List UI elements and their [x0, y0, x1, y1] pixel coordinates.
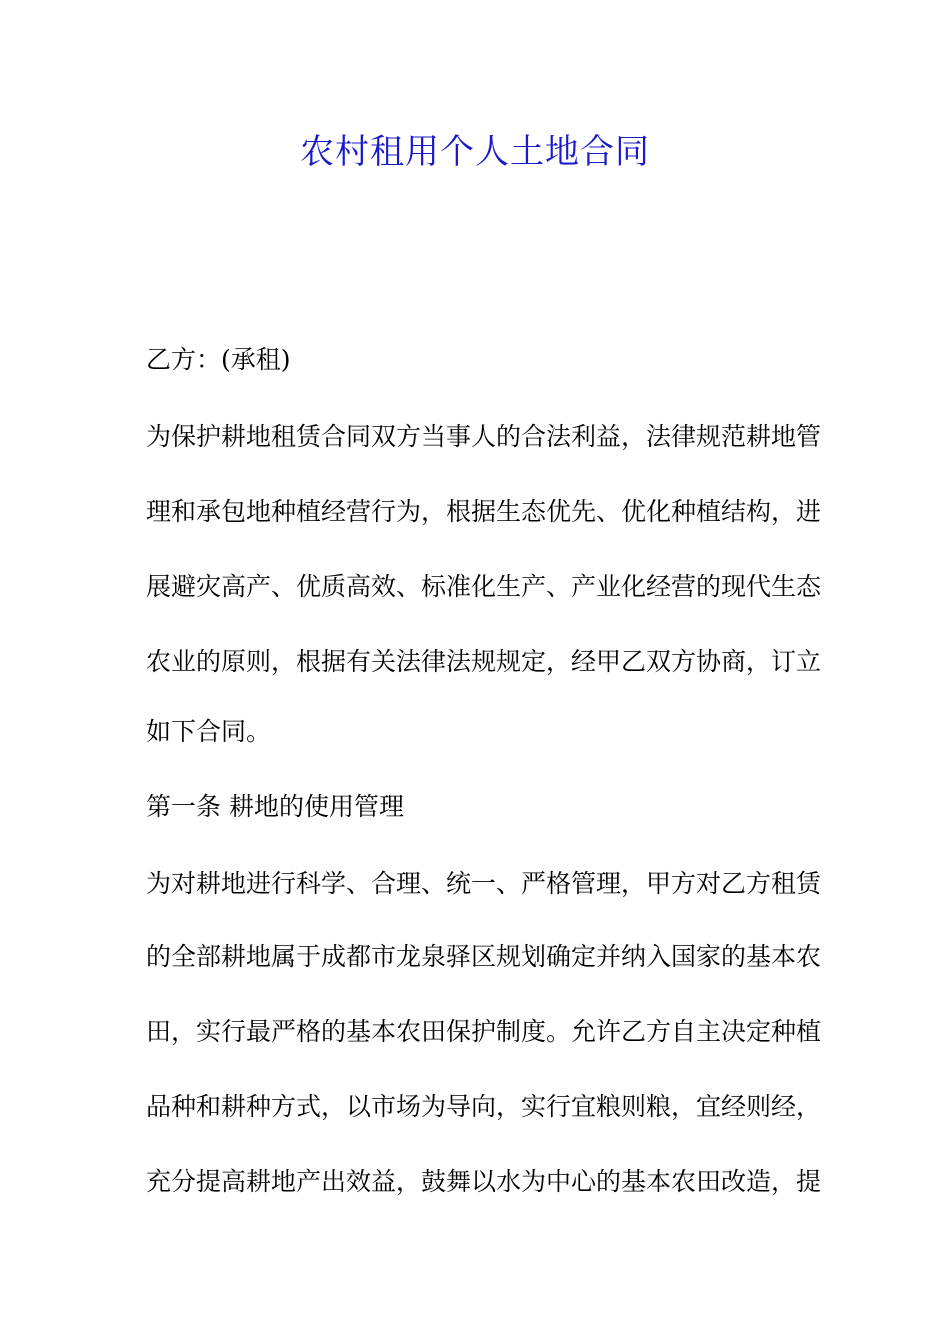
preamble-line: 理和承包地种植经营行为，根据生态优先、优化种植结构，进 [146, 497, 822, 526]
preamble-line: 为保护耕地租赁合同双方当事人的合法利益，法律规范耕地管 [146, 422, 822, 451]
preamble-line: 农业的原则，根据有关法律法规规定，经甲乙双方协商，订立 [146, 647, 822, 676]
article-1-line: 为对耕地进行科学、合理、统一、严格管理，甲方对乙方租赁 [146, 869, 822, 898]
article-1-line: 的全部耕地属于成都市龙泉驿区规划确定并纳入国家的基本农 [146, 942, 822, 971]
article-1-line: 田，实行最严格的基本农田保护制度。允许乙方自主决定种植 [146, 1017, 822, 1046]
preamble-line: 如下合同。 [146, 717, 272, 746]
party-b-line: 乙方：(承租) [146, 345, 291, 374]
document-title: 农村租用个人土地合同 [300, 132, 650, 172]
article-1-heading: 第一条 耕地的使用管理 [146, 792, 404, 821]
preamble-line: 展避灾高产、优质高效、标准化生产、产业化经营的现代生态 [146, 572, 822, 601]
article-1-line: 品种和耕种方式，以市场为导向，实行宜粮则粮，宜经则经， [146, 1092, 822, 1121]
article-1-line: 充分提高耕地产出效益，鼓舞以水为中心的基本农田改造，提 [146, 1167, 822, 1196]
